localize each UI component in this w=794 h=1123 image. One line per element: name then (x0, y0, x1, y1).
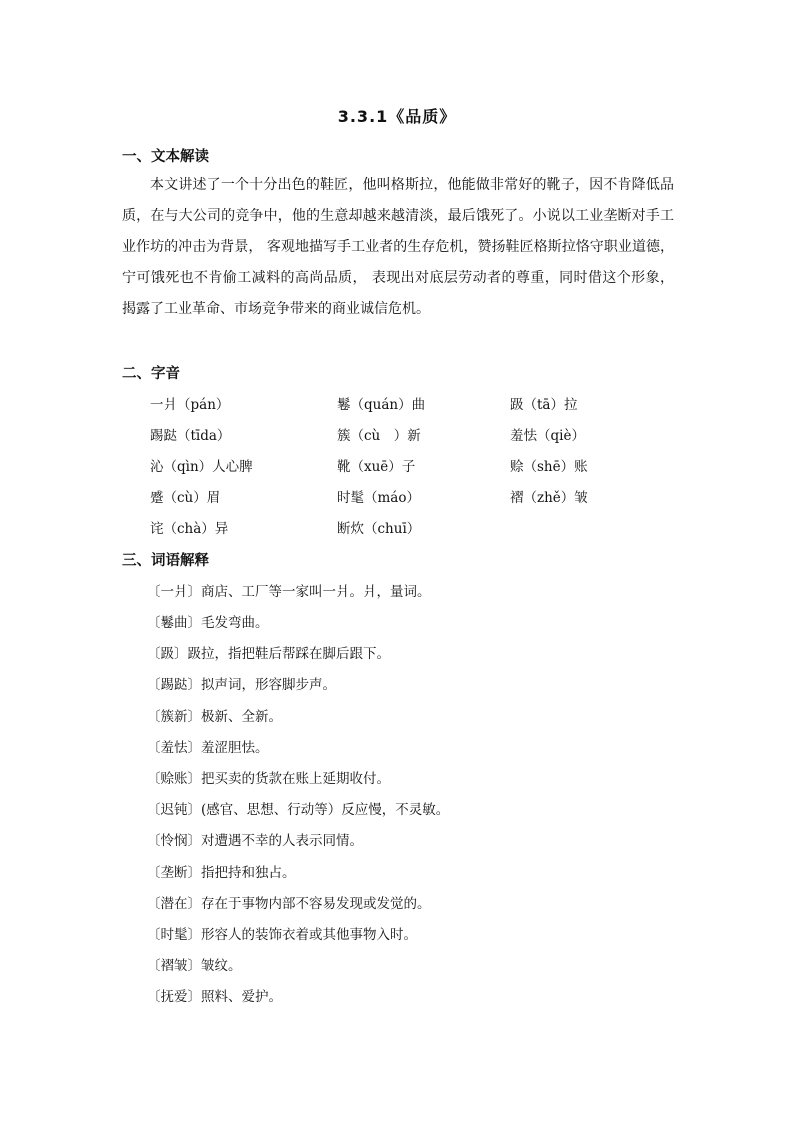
section-heading-pronunciation: 二、字音 (122, 366, 180, 382)
definition-item: 〔怜悯〕对遭遇不幸的人表示同情。 (147, 833, 363, 849)
pronunciation-item: 踢跶（tīda） (150, 428, 231, 444)
pronunciation-item: 趿（tā）拉 (510, 397, 578, 413)
section-text-interpretation-body: 本文讲述了一个十分出色的鞋匠，他叫格斯拉，他能做非常好的靴子，因不肯降低品质，在与大公司的竞争中，他的生意却越来越清淡，最后饿死了。小说以工业垄断对手工业作坊的冲击为背景， 客观地描写手工业者的生存危机，赞扬鞋匠格斯拉恪守职业道德， 宁可饿死也不肯偷工减料的高尚品质， 表现出对底层劳动者的尊重，同时借这个形象， 揭露了工业革命、市场竞争带来的商业诚信危机。 (122, 177, 674, 317)
definition-item: 〔鬈曲〕毛发弯曲。 (147, 615, 269, 631)
pronunciation-item: 靴（xuē）子 (337, 459, 416, 475)
pronunciation-item: 一爿（pán） (150, 397, 230, 413)
pronunciation-item: 蹙（cù）眉 (150, 490, 221, 506)
pronunciation-item: 褶（zhě）皱 (510, 490, 588, 506)
definition-item: 〔赊账〕把买卖的货款在账上延期收付。 (147, 771, 390, 787)
definition-item: 〔褶皱〕皱纹。 (147, 958, 242, 974)
pronunciation-item: 簇（cù ）新 (337, 428, 421, 444)
pronunciation-item: 羞怯（qiè） (510, 428, 585, 444)
section-heading-text-interpretation: 一、文本解读 (122, 149, 209, 165)
pronunciation-item: 赊（shē）账 (510, 459, 588, 475)
definition-item: 〔垄断〕指把持和独占。 (147, 865, 296, 881)
definition-item: 〔羞怯〕羞涩胆怯。 (147, 740, 269, 756)
pronunciation-item: 断炊（chuī） (337, 521, 421, 537)
pronunciation-item: 沁（qìn）人心脾 (150, 459, 253, 475)
definition-item: 〔簇新〕极新、全新。 (147, 709, 282, 725)
definition-item: 〔一爿〕商店、工厂等一家叫一爿。爿，量词。 (147, 584, 431, 600)
definition-item: 〔时髦〕形容人的装饰衣着或其他事物入时。 (147, 927, 417, 943)
definition-item: 〔迟钝〕(感官、思想、行动等）反应慢，不灵敏。 (147, 802, 450, 818)
pronunciation-item: 时髦（máo） (337, 490, 420, 506)
pronunciation-item: 鬈（quán）曲 (337, 397, 426, 413)
definition-item: 〔趿〕趿拉，指把鞋后帮踩在脚后跟下。 (147, 646, 390, 662)
section-heading-vocabulary: 三、词语解释 (122, 553, 209, 569)
definition-item: 〔踢跶〕拟声词，形容脚步声。 (147, 677, 336, 693)
document-title: 3.3.1《品质》 (337, 107, 457, 126)
pronunciation-item: 诧（chà）异 (150, 521, 229, 537)
definition-item: 〔潜在〕存在于事物内部不容易发现或发觉的。 (147, 896, 431, 912)
definition-item: 〔抚爱〕照料、爱护。 (147, 989, 282, 1005)
